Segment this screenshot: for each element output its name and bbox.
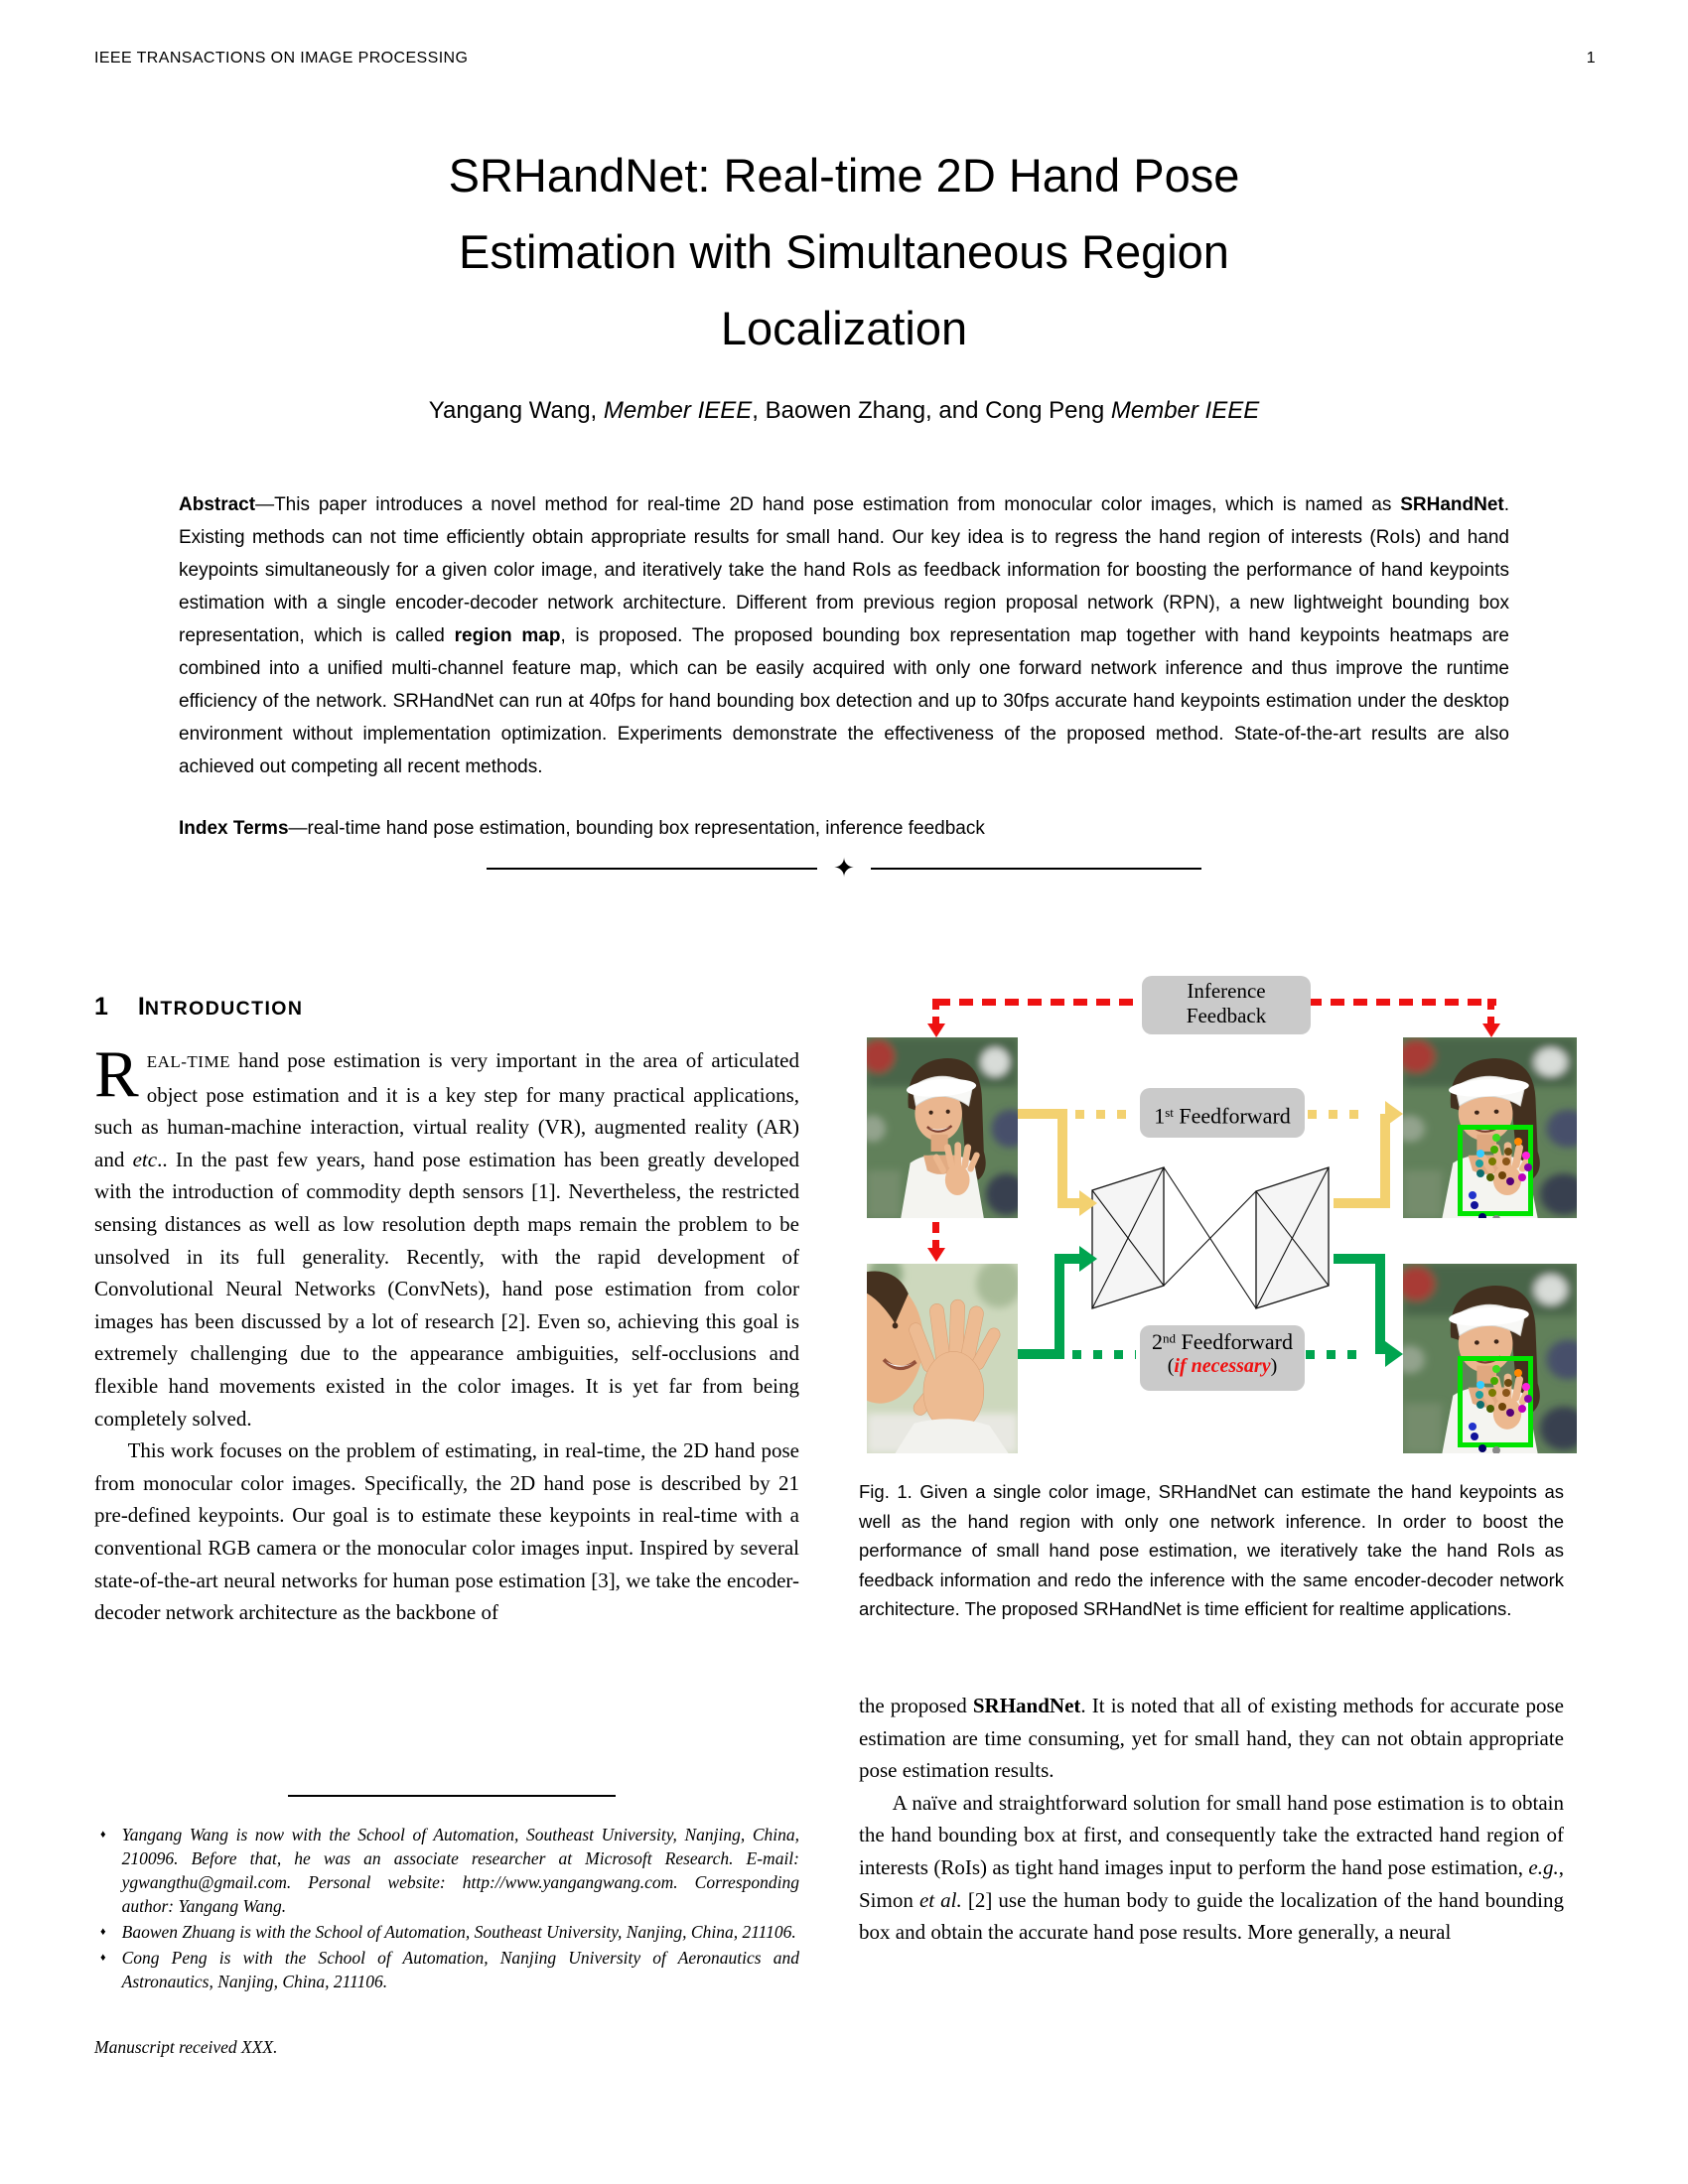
paragraph-text: . It is noted that all of existing methods for accurate pose estimation are time consuming, yet for small hand, they can not obtain appropriate pose estimation results. — [859, 1694, 1564, 1783]
yellow-dotted-segment — [1308, 1110, 1369, 1119]
author-name: Yangang Wang, — [428, 397, 604, 424]
feedforward-label: 1 — [1154, 1103, 1166, 1129]
encoder-decoder-network — [1087, 1142, 1336, 1325]
manuscript-note: Manuscript received XXX. — [94, 2037, 278, 2057]
keypoint-dot — [1488, 1389, 1496, 1397]
hand-bbox — [1458, 1125, 1533, 1216]
keypoint-dot — [1492, 1446, 1500, 1453]
inference-feedback-label: Feedback — [1186, 1004, 1267, 1027]
right-paragraph-1 — [859, 1690, 1564, 1787]
keypoint-dot — [1490, 1146, 1498, 1154]
keypoint-dot — [1514, 1369, 1522, 1377]
green-dotted-segment — [1306, 1350, 1367, 1359]
drop-cap: R — [94, 1037, 139, 1111]
figure-caption — [859, 1477, 1564, 1624]
section-title: NTRODUCTION — [144, 998, 304, 1020]
section-divider — [487, 856, 1201, 882]
input-image-full — [867, 1037, 1018, 1218]
keypoint-dot — [1524, 1163, 1532, 1171]
author-names: , Baowen Zhang, and Cong Peng — [752, 397, 1111, 424]
input-image-hand-roi — [867, 1264, 1018, 1453]
if-necessary-text: if necessary — [1174, 1355, 1271, 1377]
footnote-list — [94, 1823, 799, 1995]
diamond-icon: ✦ — [833, 854, 855, 883]
footnote-item — [94, 1946, 799, 1993]
keypoint-dot — [1504, 1148, 1512, 1156]
running-header — [94, 50, 1596, 68]
keypoint-dot — [1471, 1433, 1478, 1440]
bold-term: SRHandNet — [972, 1694, 1081, 1717]
footnote-rule — [288, 1795, 616, 1797]
keypoint-dot — [1492, 1365, 1500, 1373]
inference-feedback-label: Inference — [1187, 979, 1266, 1003]
abstract-label: Abstract — [179, 494, 256, 515]
first-feedforward-box — [1140, 1088, 1305, 1138]
footnote-text: Yangang Wang is now with the School of Automation, Southeast University, Nanjing, China, 210096. Before that, he was an associate researcher at Microsoft Research. E-mail: ygwangthu@gmail.com. Personal website: http://www.yangangwang.com. Corresponding author: Yangang Wang. — [121, 1825, 799, 1916]
feedforward-sup: nd — [1163, 1330, 1177, 1346]
second-feedforward-box — [1140, 1325, 1305, 1391]
keypoint-dot — [1478, 1213, 1486, 1218]
keypoint-dot — [1504, 1379, 1512, 1387]
member-designation: Member IEEE — [1110, 397, 1260, 424]
output-image-first-pass — [1403, 1037, 1577, 1218]
red-dashed-roi-arrow — [932, 1222, 939, 1248]
feedforward-label: 2 — [1152, 1329, 1164, 1354]
keypoint-dot — [1518, 1173, 1526, 1181]
keypoint-dot — [1492, 1134, 1500, 1142]
keypoint-dot — [1502, 1158, 1510, 1165]
inference-feedback-box — [1142, 976, 1311, 1034]
paragraph-text: the proposed — [859, 1694, 973, 1717]
keypoint-dot — [1498, 1171, 1506, 1179]
hand-bbox — [1458, 1356, 1533, 1447]
red-arrowhead-down-icon — [927, 1024, 945, 1037]
red-dashed-feedback-line-left — [936, 999, 1145, 1006]
abstract-bold-term: region map — [454, 625, 561, 646]
divider-line — [871, 868, 1201, 870]
abstract-text: —This paper introduces a novel method for real-time 2D hand pose estimation from monocular color images, which is named as — [255, 494, 1401, 515]
yellow-arrow-segment — [1380, 1114, 1390, 1208]
paper-title-line-1: SRHandNet: Real-time 2D Hand Pose — [448, 149, 1240, 202]
intro-paragraph-1 — [94, 1037, 799, 1434]
keypoint-dot — [1471, 1201, 1478, 1209]
member-designation: Member IEEE — [603, 397, 753, 424]
paper-title-line-3: Localization — [720, 302, 968, 354]
keypoint-dot — [1486, 1173, 1494, 1181]
keypoint-dot — [1477, 1150, 1484, 1158]
keypoint-dot — [1469, 1191, 1477, 1199]
intro-paragraph-2: This work focuses on the problem of estimating, in real-time, the 2D hand pose from monocular color images. Specifically, the 2D hand pose is described by 21 pre-defined keypoints. Our goal is to estimate these keypoints in real-time with a conventional RGB camera or the monocular color images input. Inspired by several state-of-the-art neural networks for human pose estimation [3], we take the encoder-decoder network architecture as the backbone of — [94, 1438, 799, 1625]
bullet-icon: ♦ — [100, 1926, 106, 1938]
keypoint-dot — [1490, 1377, 1498, 1385]
paragraph-text: etc — [132, 1147, 158, 1171]
yellow-arrow-segment — [1057, 1109, 1067, 1208]
footnote-text: Baowen Zhuang is with the School of Automation, Southeast University, Nanjing, China, 211106. — [121, 1922, 796, 1942]
keypoint-dot — [1498, 1403, 1506, 1411]
italic-term: et al. — [918, 1887, 962, 1912]
bullet-icon: ♦ — [100, 1952, 106, 1964]
authors-line — [0, 397, 1688, 425]
keypoint-dot — [1522, 1383, 1530, 1391]
keypoint-dot — [1478, 1444, 1486, 1452]
abstract-text: , is proposed. The proposed bounding box representation map together with hand keypoints heatmaps are combined into a unified multi-channel feature map, which can be easily acquired with only one forward network inference and thus improve the runtime efficiency of the network. SRHandNet can run at 40fps for hand bounding box detection and up to 30fps accurate hand keypoints estimation under the desktop environment without implementation optimization. Experiments demonstrate the effectiveness of the proposed method. State-of-the-art results are also achieved out competing all recent methods. — [179, 625, 1509, 777]
index-terms-label: Index Terms — [179, 818, 289, 839]
footnote-item — [94, 1920, 799, 1944]
green-arrowhead-right-icon — [1385, 1341, 1403, 1367]
paragraph-text: , Simon — [859, 1854, 1564, 1912]
paragraph-text: [2] use the human body to guide the localization of the hand bounding box and obtain the accurate hand pose results. More generally, a neural — [859, 1887, 1564, 1945]
red-arrowhead-down-icon — [927, 1248, 945, 1262]
keypoint-dot — [1477, 1169, 1484, 1177]
paper-title — [0, 137, 1688, 366]
keypoint-dot — [1476, 1160, 1483, 1167]
italic-term: e.g. — [1528, 1854, 1559, 1879]
paper-title-line-2: Estimation with Simultaneous Region — [459, 225, 1229, 278]
section-title-initial: I — [137, 993, 145, 1021]
yellow-dotted-segment — [1075, 1110, 1137, 1119]
section-heading — [94, 993, 799, 1022]
abstract — [179, 488, 1509, 783]
paragraph-text: .. In the past few years, hand pose estimation has been greatly developed with the introduction of commodity depth sensors [1]. Nevertheless, the restricted sensing distances as well as low resolution depth maps remain the problem to be unsolved in its full generality. Recently, with the rapid development of Convolutional Neural Networks (ConvNets), hand pose estimation from color images has been discussed by a lot of research [2]. Even so, achieving this goal is extremely challenging due to the appearance ambiguities, self-occlusions and flexible hand movements existed in the color images. It is yet far from being completely solved. — [94, 1147, 799, 1431]
output-image-second-pass — [1403, 1264, 1577, 1453]
keypoint-dot — [1477, 1381, 1484, 1389]
green-arrow-segment — [1055, 1254, 1064, 1359]
feedforward-label: Feedforward — [1173, 1103, 1291, 1129]
keypoint-dot — [1477, 1401, 1484, 1409]
journal-name: IEEE TRANSACTIONS ON IMAGE PROCESSING — [94, 50, 469, 67]
green-arrowhead-right-icon — [1079, 1246, 1097, 1272]
footnote-text: Cong Peng is with the School of Automation, Nanjing University of Aeronautics and Astronautics, Nanjing, China, 211106. — [121, 1948, 799, 1991]
section-number: 1 — [94, 993, 108, 1021]
index-terms — [179, 812, 1509, 845]
footnote-item — [94, 1823, 799, 1918]
red-dashed-feedback-line-right — [1308, 999, 1496, 1006]
figure-caption-text: Given a single color image, SRHandNet can estimate the hand keypoints as well as the hand region with only one network inference. In order to boost the performance of small hand pose estimation, we iteratively take the hand RoIs as feedback information and redo the inference with the same encoder-decoder network architecture. The proposed SRHandNet is time efficient for realtime applications. — [859, 1481, 1564, 1619]
paragraph-text: A naïve and straightforward solution for small hand pose estimation is to obtain the hand bounding box at first, and consequently take the extracted hand region of interests (RoIs) as tight hand images input to perform the hand pose estimation, — [859, 1790, 1564, 1879]
keypoint-dot — [1488, 1158, 1496, 1165]
yellow-arrowhead-right-icon — [1079, 1190, 1097, 1216]
feedforward-label: Feedforward — [1176, 1329, 1293, 1354]
keypoint-dot — [1518, 1405, 1526, 1413]
keypoint-dot — [1469, 1423, 1477, 1431]
keypoint-dot — [1506, 1177, 1514, 1185]
keypoint-dot — [1476, 1391, 1483, 1399]
keypoint-dot — [1522, 1152, 1530, 1160]
bullet-icon: ♦ — [100, 1829, 106, 1841]
yellow-arrowhead-right-icon — [1385, 1101, 1403, 1127]
keypoint-dot — [1486, 1405, 1494, 1413]
keypoint-dot — [1502, 1389, 1510, 1397]
divider-line — [487, 868, 817, 870]
figure-1 — [859, 968, 1609, 1456]
index-terms-text: —real-time hand pose estimation, bounding box representation, inference feedback — [288, 818, 985, 839]
feedforward-sup: st — [1165, 1105, 1174, 1120]
keypoint-dot — [1524, 1395, 1532, 1403]
keypoint-dot — [1514, 1138, 1522, 1146]
if-necessary-label — [1140, 1355, 1305, 1378]
left-column — [94, 1037, 799, 1629]
paren: ( — [1167, 1355, 1175, 1377]
right-paragraph-2 — [859, 1787, 1564, 1949]
red-dashed-down-left — [932, 999, 939, 1024]
red-dashed-down-right — [1487, 999, 1494, 1024]
green-dotted-segment — [1072, 1350, 1136, 1359]
green-arrow-segment — [1375, 1254, 1385, 1354]
smallcaps-lead: EAL-TIME — [146, 1052, 230, 1071]
abstract-text: . Existing methods can not time efficiently obtain appropriate results for small hand. Our key idea is to regress the hand region of interests (RoIs) and hand keypoints simultaneously for a given color image, and iteratively take the hand RoIs as feedback information for boosting the performance of hand keypoints estimation with a single encoder-decoder network architecture. Different from previous region proposal network (RPN), a new lightweight bounding box representation, which is called — [179, 494, 1509, 646]
paren: ) — [1270, 1355, 1278, 1377]
figure-caption-label: Fig. 1. — [859, 1481, 913, 1502]
abstract-bold-term: SRHandNet — [1400, 494, 1504, 515]
keypoint-dot — [1492, 1215, 1500, 1218]
red-arrowhead-down-icon — [1482, 1024, 1500, 1037]
keypoint-dot — [1506, 1409, 1514, 1417]
page-number: 1 — [1586, 50, 1596, 67]
right-column — [859, 1690, 1564, 1949]
paragraph-text: hand pose estimation is very important in the area of articulated object pose estimation and it is a key step for many practical applications, such as human-machine interaction, virtual reality (VR), augmented reality (AR) and — [94, 1048, 799, 1171]
